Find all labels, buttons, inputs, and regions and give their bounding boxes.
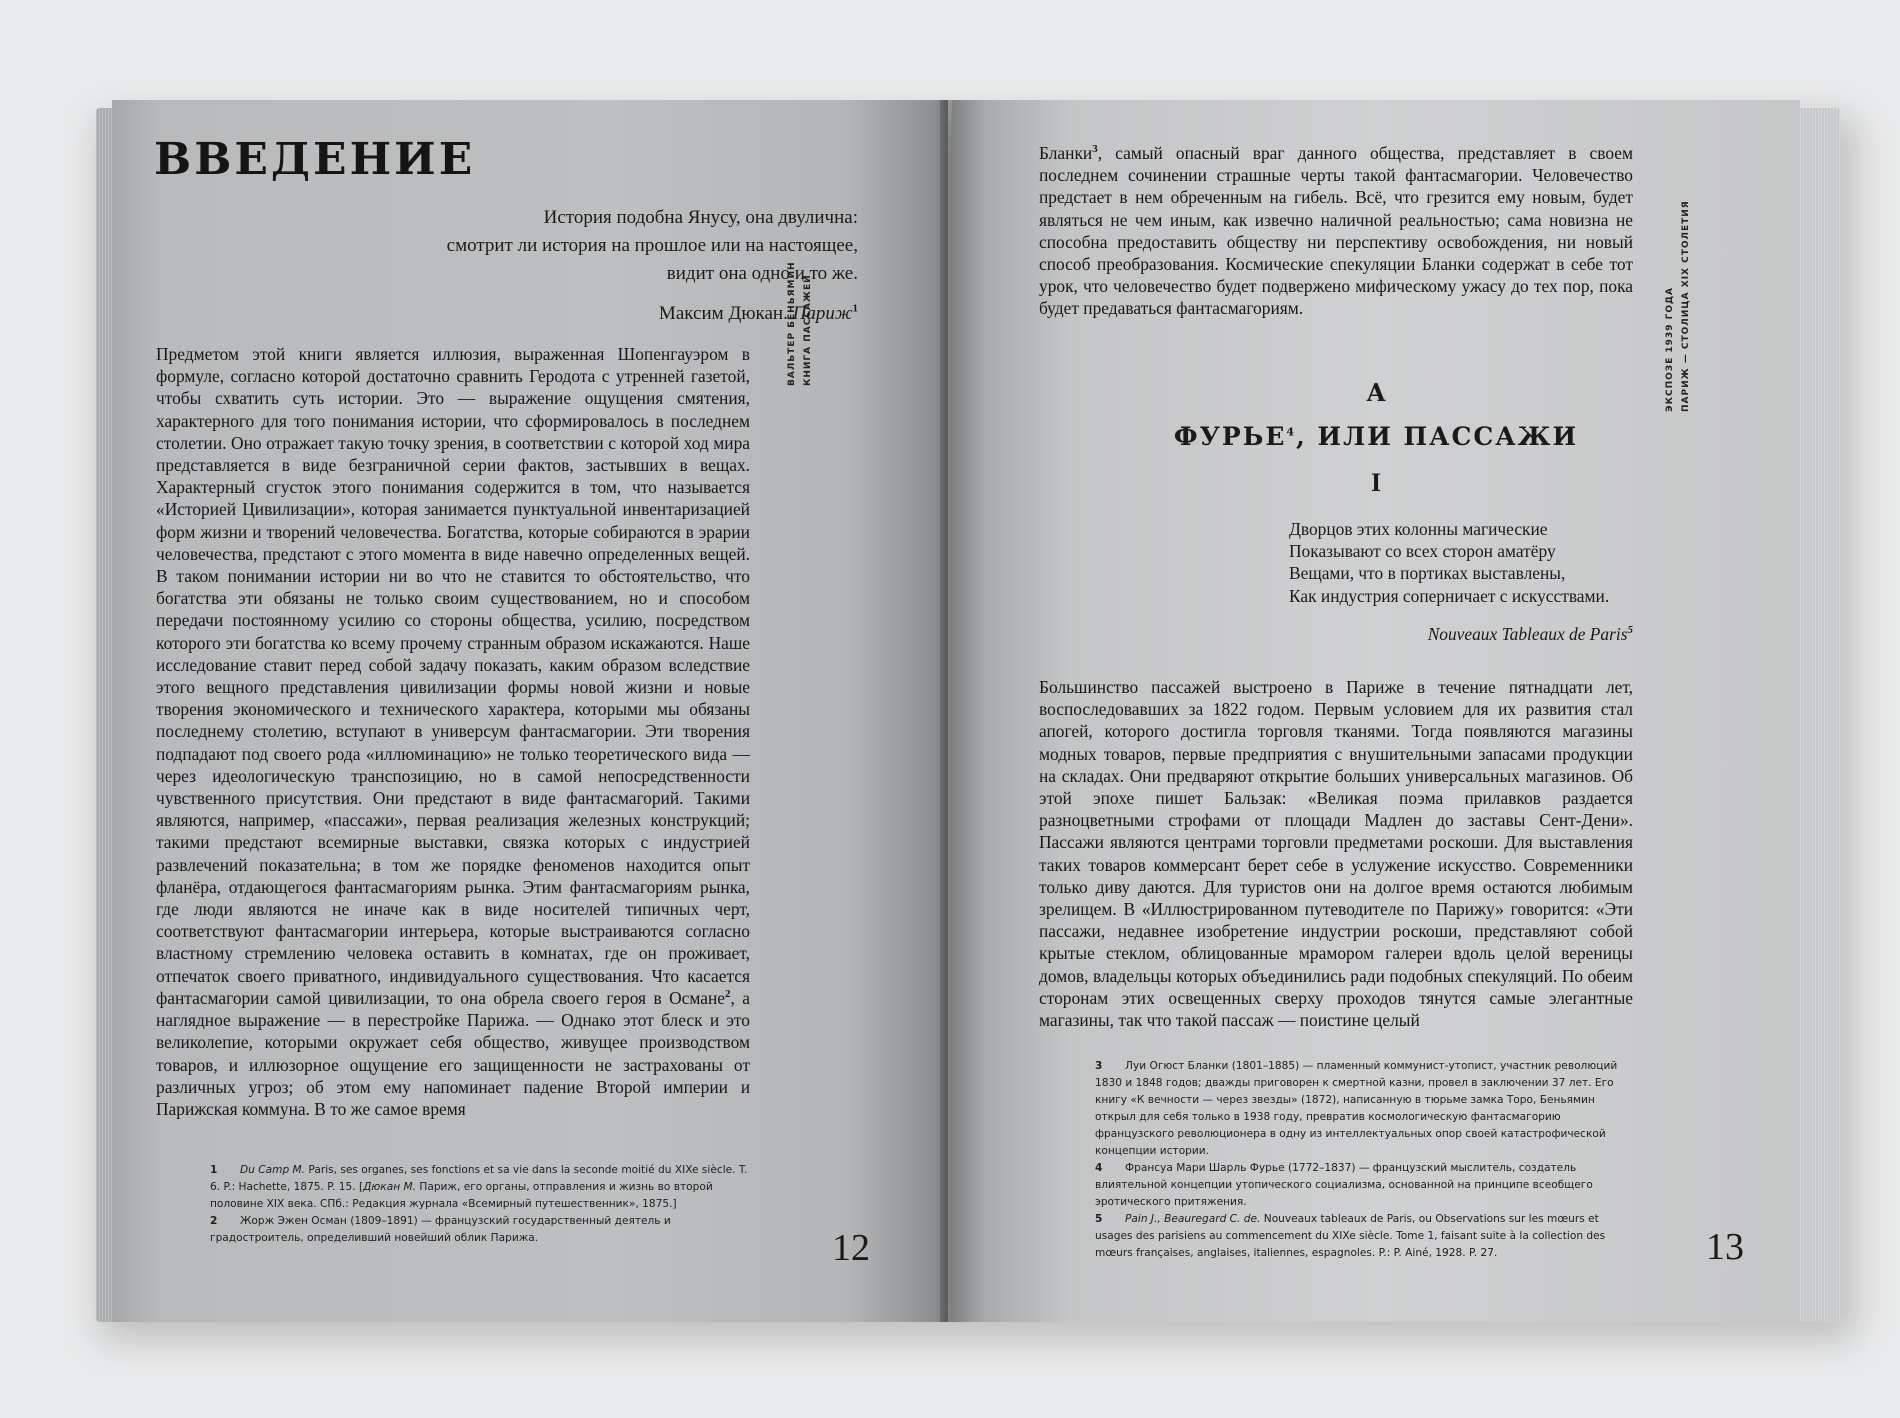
section-letter: A [1366, 378, 1386, 407]
heading-text: , ИЛИ ПАССАЖИ [1296, 422, 1579, 451]
poem-line: Как индустрия соперничает с искусствами. [1289, 585, 1610, 606]
footnote-ref: 1 [852, 302, 858, 315]
poem-source-title: Nouveaux Tableaux de Paris [1427, 624, 1628, 644]
section-number: I [1370, 468, 1382, 497]
footnote-text: Париж, его органы, отправления и жизнь во второй половине XIX века. СПб.: Редакция журнала «Всемирный путешественник», 1875.] [210, 1181, 713, 1210]
body-paragraph [1039, 142, 1633, 320]
footnote-item [210, 1213, 750, 1247]
epigraph-line: видит она одно и то же. [666, 263, 858, 284]
footnote-ref: 3 [1092, 143, 1098, 156]
footnotes-right [1095, 1058, 1635, 1262]
section-heading [952, 422, 1800, 451]
body-paragraph: Большинство пассажей выстроено в Париже в течение пятнадцати лет, воспоследовавших за 1822 годом. Первым условием для их развития стал апогей, которого достигла торговля тканями. Тогда появляются магазины модных товаров, первые предприятия с внушительными запасами продукции на складах. Они предваряют открытие больших универсальных магазинов. Об этой эпохе пишет Бальзак: «Великая поэма прилавков раздается разноцветными строфами от площади Мадлен до заставы Сент-Дени». Пассажи являются центрами торговли предметами роскоши. Для выставления таких товаров коммерсант берет себе в услужение искусство. Современники только диву даются. Для туристов они на долгое время остаются любимым зрелищем. В «Иллюстрированном путеводителе по Парижу» говорится: «Эти пассажи, недавнее изобретение индустрии роскоши, представляют собой крытые стеклом, облицованные мрамором галереи вдоль целой вереницы домов, владельцы которых объединились ради подобных спекуляций. По обеим сторонам этих освещенных сверху проходов тянутся самые элегантные магазины, так что такой пассаж — поистине целый [1039, 677, 1633, 1031]
body-text-part: Бланки [1039, 143, 1093, 163]
footnotes-left [210, 1162, 750, 1247]
epigraph-work: Париж [792, 303, 853, 324]
chapter-title: ВВЕДЕНИЕ [154, 134, 476, 185]
footnote-text: Жорж Эжен Осман (1809–1891) — французский государственный деятель и градостроитель, определивший новейший облик Парижа. [210, 1215, 671, 1244]
page-edges-right [1800, 108, 1840, 1322]
page-number: 12 [832, 1227, 870, 1269]
epigraph [258, 204, 858, 328]
left-page [112, 100, 948, 1322]
body-text-part: , а наглядное выражение — в перестройке Парижа. — Однако этот блеск и это великолепие, которыми окружает себя общество, живущее производством товаров, и иллюзорное ощущение его защищенности не застрахованы от различных угроз; об этом ему напоминает падение Второй империи и Парижская коммуна. В то же самое время [156, 987, 750, 1119]
footnote-text: Nouveaux tableaux de Paris, ou Observations sur les mœurs et usages des parisiens au commencement du XIXe siècle. Tome 1, faisant suite à la collection des mœurs françaises, anglaises, italiennes, espagnoles. P.: P. Ainé, 1928. P. 27. [1095, 1213, 1606, 1259]
right-page [952, 100, 1800, 1322]
body-text-part: Предметом этой книги является иллюзия, выраженная Шопенгауэром в формуле, согласно которой достаточно сравнить Геродота с утренней газетой, чтобы схватить суть истории. Это — выражение ощущения смятения, характерного для того понимания истории, что сформировалось в последнем столетии. Оно отражает такую точку зрения, в соответствии с которой ход мира представляется в виде безграничной серии фактов, застывших в вещах. Характерный сгусток этого понимания содержится в том, что называется «Историей Цивилизации», которая занимается пунктуальной инвентаризацией форм жизни и творений человечества. Богатства, которые собираются в эрарии человечества, предстают с этого момента в виде навечно определенных вещей. В таком понимании истории ни во что не ставится то обстоятельство, что богатства эти обязаны не только своим существованием, но и способом передачи постоянному усилию со стороны общества, усилию, посредством которого эти богатства ко всему прочему странным образом искажаются. Наше исследование ставит перед собой задачу показать, каким образом вследствие этого вещного представления цивилизации формы новой жизни и новые творения экономического и технического характера, которыми мы обязаны последнему столетию, вступают в универсум фантасмагории. Эти творения подпадают под своего рода «иллюминацию» не только теоретического вида — через идеологическую транспозицию, но в самой непосредственности чувственного присутствия. Они предстают в виде фантасмагорий. Такими являются, например, «пассажи», первая реализация железных конструкций; такими предстают всемирные выставки, связка которых с индустрией развлечений показательна; в том же порядке феноменов находится опыт фланёра, отдающегося фантасмагориям рынка. Этим фантасмагориям рынка, где люди являются не иначе как в виде носителей типичных черт, соответствуют фантасмагории интерьера, которые выстраиваются согласно властному стремлению человека оставить в комнатах, где он проживает, отпечаток своего приватного, индивидуального существования. Что касается фантасмагории самой цивилизации, то она обрела своего героя в Османе [156, 344, 750, 1008]
footnote-text: Франсуа Мари Шарль Фурье (1772–1837) — французский мыслитель, создатель влиятельной концепции утопического социализма, основанной на принципе всеобщего эротического притяжения. [1095, 1162, 1593, 1208]
running-head-right [1662, 152, 1694, 412]
footnote-ref: 4 [1286, 425, 1297, 439]
footnote-italic: Дюкан М. [363, 1181, 416, 1193]
poem-line: Показывают со всех сторон аматёру [1289, 541, 1556, 562]
heading-text: ФУРЬЕ [1173, 422, 1287, 451]
footnote-number: 2 [210, 1215, 218, 1227]
page-number: 13 [1706, 1226, 1744, 1268]
body-text-part: , самый опасный враг данного общества, представляет в своем последнем сочинении страшные черты такой фантасмагории. Человечество предстает в нем обреченным на гибель. Всё, что грезится ему новым, будет являться не чем иным, как извечно наличной реальностью; сама новизна не способна предоставить обществу ни перспективу освобождения, ни новый способ преобразования. Космические спекуляции Бланки содержат в себе тот урок, что человечество будет подвержено мифическому ужасу до тех пор, пока будет предаваться фантасмагориям. [1039, 143, 1633, 319]
poem-source [1428, 624, 1633, 645]
running-head-section: ЭКСПОЗЕ 1939 ГОДА [1665, 287, 1675, 412]
footnote-text: Paris, ses organes, ses fonctions et sa vie dans la seconde moitié du XIXe siècle. T. 6. P.: Hachette, 1875. P. 15. [ [210, 1164, 748, 1193]
poem-line: Дворцов этих колонны магические [1289, 519, 1548, 539]
footnote-ref: 2 [725, 988, 731, 1001]
footnote-item [1095, 1160, 1635, 1211]
footnote-item [210, 1162, 750, 1213]
running-head-book: КНИГА ПАССАЖЕЙ [803, 274, 813, 386]
running-head-title: ПАРИЖ — СТОЛИЦА XIX СТОЛЕТИЯ [1681, 200, 1691, 412]
epigraph-line: История подобна Янусу, она двулична: [543, 207, 858, 228]
footnote-text: Луи Огюст Бланки (1801–1885) — пламенный коммунист-утопист, участник революций 1830 и 1848 годов; дважды приговорен к смертной казни, провел в заключении 37 лет. Его книгу «К вечности — через звезды» (1872), написанную в тюрьме замка Торо, Беньямин открыл для себя только в 1938 году, превратив космологическую фантасмагорию французского революционера в одну из интеллектуальных опор своей катастрофической концепции истории. [1095, 1060, 1618, 1157]
footnote-number: 1 [210, 1164, 218, 1176]
epigraph-author: Максим Дюкан. [658, 303, 788, 324]
poem-epigraph [1289, 518, 1649, 607]
footnote-number: 4 [1095, 1162, 1103, 1174]
poem-line: Вещами, что в портиках выставлены, [1289, 563, 1566, 584]
epigraph-attribution [258, 300, 858, 328]
epigraph-line: смотрит ли история на прошлое или на настоящее, [446, 235, 858, 256]
footnote-number: 5 [1095, 1213, 1103, 1225]
body-paragraph [156, 343, 750, 1120]
footnote-italic: Pain J., Beauregard C. de. [1125, 1213, 1261, 1225]
footnote-number: 3 [1095, 1060, 1103, 1072]
footnote-ref: 5 [1627, 624, 1633, 637]
running-head-author: ВАЛЬТЕР БЕНЬЯМИН [787, 261, 797, 386]
footnote-item [1095, 1211, 1635, 1262]
footnote-italic: Du Camp M. [240, 1164, 306, 1176]
footnote-item [1095, 1058, 1635, 1160]
